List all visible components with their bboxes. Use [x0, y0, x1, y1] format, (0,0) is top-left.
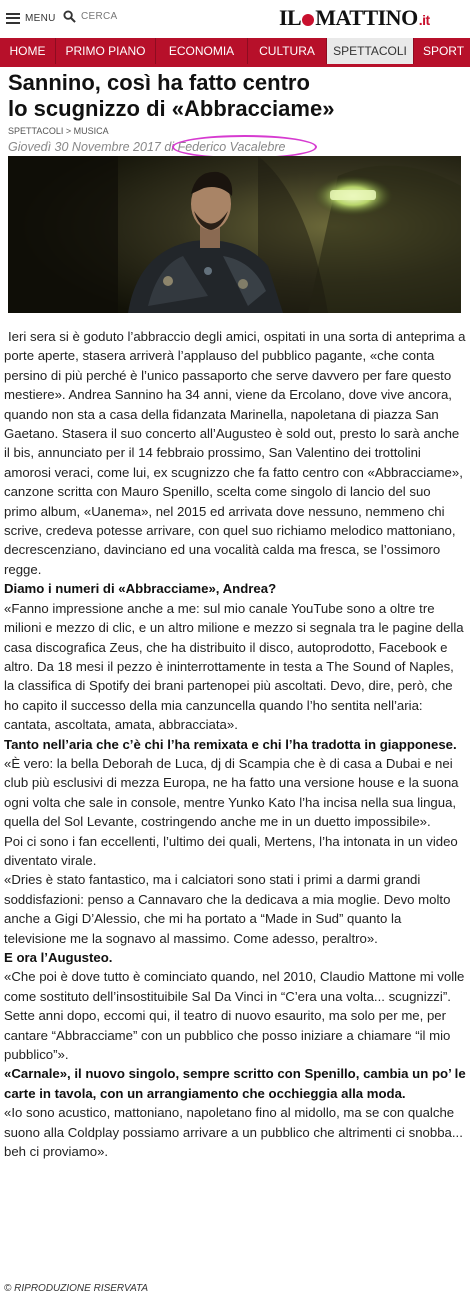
nav-item-cultura[interactable]: CULTURA — [248, 38, 327, 64]
site-logo[interactable] — [279, 5, 430, 31]
interview-question: E ora l’Augusteo. — [4, 950, 113, 965]
article-body — [4, 327, 466, 1161]
hamburger-icon — [6, 13, 20, 24]
top-bar — [0, 0, 470, 36]
nav-item-sport[interactable]: SPORT — [414, 38, 470, 64]
copyright-notice: © RIPRODUZIONE RISERVATA — [4, 1283, 149, 1294]
logo-text-mattino: MATTINO — [315, 5, 418, 30]
menu-button[interactable] — [6, 10, 56, 26]
article-date: Giovedì 30 Novembre 2017 — [8, 140, 161, 154]
breadcrumb-separator: > — [63, 126, 74, 136]
article-paragraph: «Fanno impressione anche a me: sul mio canale YouTube sono a oltre tre milioni e mezzo di clic, e un altro milione e mezzo si segnala tra le pagine della casa discografica Zeus, che ha distribuito il disco, autoprodotto, Facebook e altro. Da 18 mesi il pezzo è ininterrottamente in testa a The Sound of Naples, la classifica di Spotify dei brani partenopei più ascoltati. Devo, dire, però, che ho capito il successo della mia canzuncella quando l’ho sentita nell’aria: cantata, ascoltata, amata, abbracciata». — [4, 600, 464, 733]
logo-tld: .it — [418, 12, 430, 28]
author-prefix: di — [160, 140, 178, 154]
breadcrumb — [8, 126, 109, 136]
article-paragraph: «Io sono acustico, mattoniano, napoletano fino al midollo, ma se con qualche suono alla Coldplay possiamo arrivare a un pubblico che altrimenti ci snobba... beh ci proviamo». — [4, 1105, 463, 1160]
menu-label: MENU — [25, 12, 56, 24]
nav-item-economia[interactable]: ECONOMIA — [156, 38, 248, 64]
article-paragraph: «È vero: la bella Deborah de Luca, dj di Scampia che è di casa a Dubai e nei club più esclusivi di mezza Europa, ne ha fatto una versione house e la suona ogni volta che sale in console, mentre Yunko Kato l’ha incisa nella sua lingua, quella del Sol Levante, costringendo anche me in un duetto impossibile». — [4, 755, 459, 830]
page-title — [8, 70, 463, 122]
logo-text-il: IL — [279, 5, 302, 30]
logo-dot-icon — [302, 14, 314, 26]
article-paragraph: «Dries è stato fantastico, ma i calciatori sono stati i primi a darmi grandi soddisfazioni: penso a Cannavaro che la dedicava a mia moglie. Devo molto anche a Gigi D’Alessio, che mi ha portato a “Made in Sud” quanto la televisione me la sognavo al massimo. Come adesso, peraltro». — [4, 872, 451, 946]
hero-image — [8, 156, 461, 313]
interview-question: «Carnale», il nuovo singolo, sempre scritto con Spenillo, cambia un po’ le carte in tavola, con un arrangiamento che occhieggia alla moda. — [4, 1066, 466, 1101]
search-icon — [63, 10, 76, 23]
lead-paragraph: Ieri sera si è goduto l’abbraccio degli amici, ospitati in una sorta di anteprima a porte aperte, stasera arriverà l’applauso del pubblico pagante, «che conta persino di più perché è l’unico passaporto che serve davvero per fare questo mestiere». Andrea Sannino ha 34 anni, viene da Ercolano, dove vive ancora, quando non sta a casa della fidanzata Marinella, napoletana di piazza San Gaetano. Stasera il suo concerto all’Augusteo è sold out, presto lo sarà anche il bis, annunciato per il 14 febbraio prossimo, San Valentino dei trottolini amorosi veraci, come lui, ex scugnizzo che fa fatto centro con «Abbracciame», canzone scritta con Mauro Spenillo, scelta come singolo di lancio del suo primo album, «Uanema», nel 2015 ed arrivata dove nessuno, nemmeno chi scrive, credeva potesse arrivare, con quel suo richiamo melodico mattoniano, decrescenziano, davinciano ed una vocalità calda ma fresca, se l’ossimoro regge. — [4, 329, 466, 577]
search-label: CERCA — [81, 11, 118, 22]
singer-photo — [8, 156, 461, 313]
nav-item-home[interactable]: HOME — [0, 38, 56, 64]
breadcrumb-section[interactable]: SPETTACOLI — [8, 126, 64, 136]
section-nav — [0, 38, 470, 67]
search-button[interactable] — [63, 10, 118, 23]
interview-question: Tanto nell’aria che c’è chi l’ha remixata e chi l’ha tradotta in giapponese. — [4, 736, 457, 752]
nav-item-primo-piano[interactable]: PRIMO PIANO — [56, 38, 156, 64]
page-title-line-1: Sannino, così ha fatto centro — [8, 70, 310, 95]
article-author[interactable]: Federico Vacalebre — [177, 140, 286, 154]
page-title-line-2: lo scugnizzo di «Abbracciame» — [8, 96, 335, 121]
article-paragraph: «Che poi è dove tutto è cominciato quando, nel 2010, Claudio Mattone mi volle come sostituto dell’insostituibile Sal Da Vinci in “C’era una volta... scugnizzi”. Sette anni dopo, eccomi qui, il teatro di nuovo esaurito, ma solo per me, per cantare “Abbracciame” con un pubblico che posso iniziare a chiamare “il mio pubblico”». — [4, 969, 465, 1063]
interview-question: Diamo i numeri di «Abbracciame», Andrea? — [4, 581, 277, 597]
article-paragraph: Poi ci sono i fan eccellenti, l’ultimo dei quali, Mertens, l’ha intonata in un video diventato virale. — [4, 833, 458, 868]
breadcrumb-subsection[interactable]: MUSICA — [73, 126, 109, 136]
nav-item-spettacoli[interactable]: SPETTACOLI — [327, 38, 414, 64]
article-dateline — [8, 140, 286, 154]
